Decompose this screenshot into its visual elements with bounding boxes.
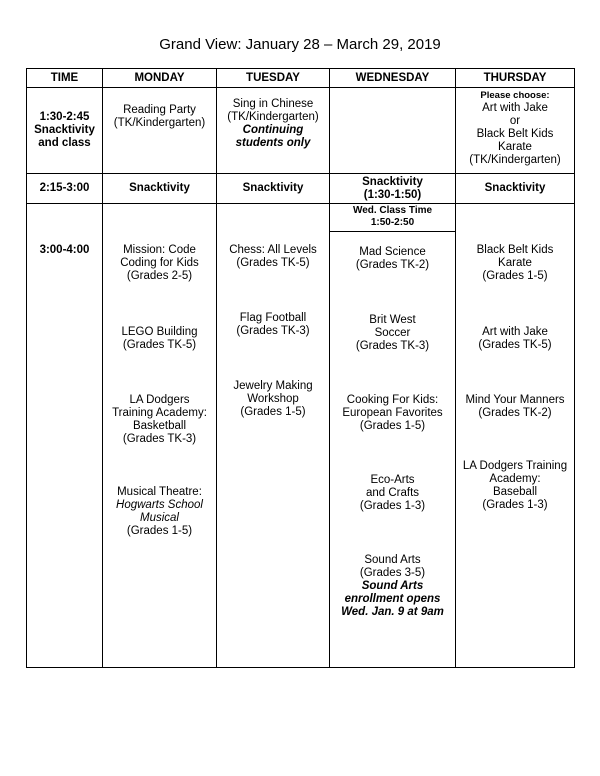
program-jewelry [217, 380, 329, 419]
program-line: Coding for Kids [120, 257, 199, 269]
program-line: (Grades TK-3) [355, 340, 430, 352]
program-line: Chess: All Levels [229, 244, 317, 256]
program-line: or [509, 115, 521, 127]
thursday-snack: Snacktivity [456, 174, 575, 204]
program-line: (Grades 2-5) [126, 270, 193, 282]
program-line: Soccer [374, 327, 411, 339]
program-line: (Grades 1-5) [482, 270, 548, 282]
program-line: Flag Football [239, 312, 307, 324]
program-note: Continuing [242, 124, 304, 136]
snack-time: (1:30-1:50) [363, 188, 422, 201]
time-line: 1:30-2:45 [39, 111, 90, 123]
time-line: and class [38, 137, 91, 149]
class-time-value: 1:50-2:50 [370, 217, 415, 228]
program-line: Baseball [492, 486, 538, 498]
program-line: (Grades TK-2) [478, 407, 552, 419]
row-130 [27, 88, 575, 174]
program-line: (Grades 1-5) [359, 420, 426, 432]
program-line: Mad Science [359, 246, 426, 258]
program-cooking [330, 394, 455, 433]
program-chess [217, 244, 329, 270]
program-note: Sound Arts [361, 580, 424, 592]
program-line: (Grades TK-5) [236, 257, 310, 269]
program-line: Art with Jake [482, 326, 548, 338]
program-line: Academy: [489, 473, 541, 485]
program-line: (Grades 1-3) [482, 499, 548, 511]
program-line: LA Dodgers [129, 394, 190, 406]
program-flag-football [217, 312, 329, 338]
header-wednesday: WEDNESDAY [330, 69, 456, 88]
program-line: Sound Arts [364, 554, 421, 566]
program-eco-arts [330, 474, 455, 513]
program-line: Karate [498, 257, 532, 269]
program-line: Black Belt Kids [476, 128, 554, 140]
program-line: (TK/Kindergarten) [113, 117, 206, 129]
header-row [27, 69, 575, 88]
program-line: Mind Your Manners [465, 394, 565, 406]
program-mission-code [103, 244, 216, 283]
program-line: Jewelry Making [233, 380, 313, 392]
program-line: Karate [498, 141, 532, 153]
program-note: enrollment opens [344, 593, 441, 605]
program-art-jake [456, 326, 574, 352]
program-line: Reading Party [123, 104, 196, 116]
program-line: Brit West [369, 314, 416, 326]
time-line: Snacktivity [34, 124, 95, 136]
program-line: (Grades TK-5) [122, 339, 197, 351]
program-lego [103, 326, 216, 352]
program-line: LA Dodgers Training [462, 460, 568, 472]
program-line: (Grades 1-3) [359, 500, 426, 512]
wednesday-snack [330, 174, 456, 204]
header-thursday: THURSDAY [456, 69, 575, 88]
row-215 [27, 174, 575, 204]
program-line: (Grades 1-5) [240, 406, 306, 418]
schedule-table [26, 68, 575, 668]
program-dodgers-basketball [103, 394, 216, 446]
program-line: (Grades TK-2) [355, 259, 430, 271]
header-time: TIME [27, 69, 103, 88]
time-cell [27, 88, 103, 174]
time-line: 3:00-4:00 [39, 244, 90, 256]
program-line: Black Belt Kids [476, 244, 554, 256]
thursday-cell [456, 88, 575, 174]
program-line: (TK/Kindergarten) [469, 154, 561, 166]
program-line: Training Academy: [112, 407, 207, 419]
program-line: (Grades TK-3) [122, 433, 197, 445]
row-300 [27, 204, 575, 668]
snack-label: Snacktivity [362, 175, 423, 188]
program-brit-west [330, 314, 455, 353]
program-line: (Grades 1-5) [126, 525, 193, 537]
tuesday-snack: Snacktivity [217, 174, 330, 204]
tuesday-cell [217, 88, 330, 174]
wednesday-cell [330, 88, 456, 174]
thursday-cell [456, 204, 575, 668]
choose-note: Please choose: [480, 90, 550, 101]
monday-cell [103, 204, 217, 668]
program-black-belt [456, 244, 574, 283]
program-line: Sing in Chinese [232, 98, 314, 110]
program-musical-theatre [103, 486, 216, 538]
program-line: Cooking For Kids: [346, 394, 439, 406]
program-note: Wed. Jan. 9 at 9am [341, 606, 444, 618]
program-line: European Favorites [342, 407, 443, 419]
program-note: students only [235, 137, 311, 149]
program-line: (Grades TK-3) [236, 325, 310, 337]
page-title: Grand View: January 28 – March 29, 2019 [159, 36, 441, 53]
program-line: Hogwarts School [116, 499, 203, 511]
tuesday-cell [217, 204, 330, 668]
header-monday: MONDAY [103, 69, 217, 88]
program-mind-manners [456, 394, 574, 420]
program-line: Musical [140, 512, 179, 524]
program-line: (TK/Kindergarten) [227, 111, 319, 123]
time-cell: 2:15-3:00 [27, 174, 103, 204]
monday-snack: Snacktivity [103, 174, 217, 204]
program-dodgers-baseball [456, 460, 574, 512]
program-line: and Crafts [365, 487, 420, 499]
program-line: Basketball [132, 420, 187, 432]
time-cell [27, 204, 103, 668]
program-line: Mission: Code [123, 244, 196, 256]
program-line: LEGO Building [121, 326, 198, 338]
wed-class-time [330, 204, 455, 232]
header-tuesday: TUESDAY [217, 69, 330, 88]
program-mad-science [330, 246, 455, 272]
program-line: Art with Jake [482, 102, 548, 114]
program-sound-arts [330, 554, 455, 619]
program-line: Workshop [247, 393, 299, 405]
program-line: Musical Theatre: [117, 486, 202, 498]
wednesday-cell [330, 204, 456, 668]
monday-cell [103, 88, 217, 174]
class-time-label: Wed. Class Time [352, 205, 433, 216]
program-line: Eco-Arts [370, 474, 415, 486]
program-line: (Grades TK-5) [478, 339, 552, 351]
program-line: (Grades 3-5) [359, 567, 426, 579]
